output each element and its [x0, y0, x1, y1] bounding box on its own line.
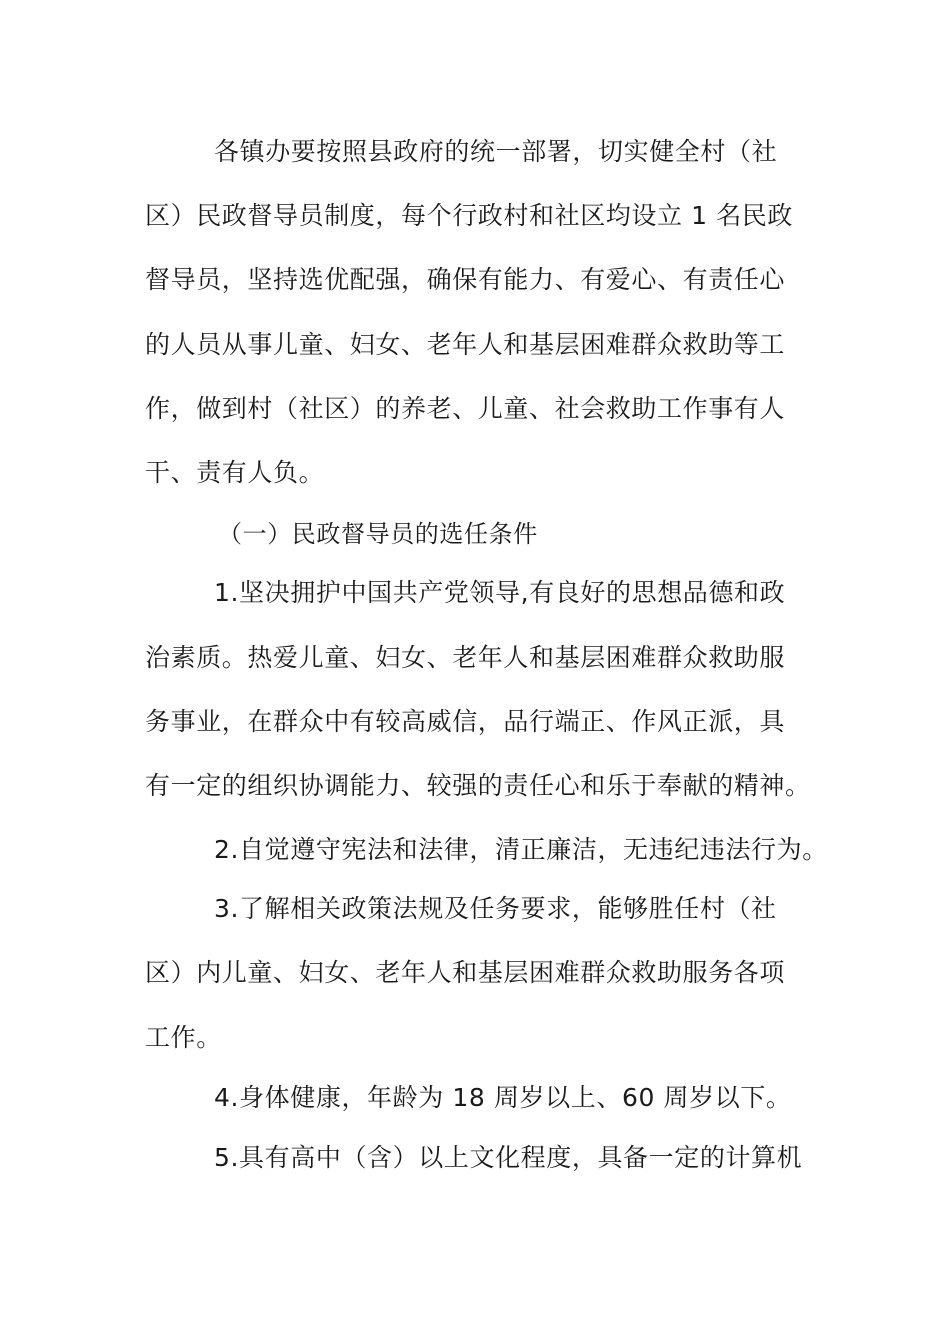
- text-line: 各镇办要按照县政府的统一部署，切实健全村（社: [214, 137, 778, 166]
- text-line: 3.了解相关政策法规及任务要求，能够胜任村（社: [214, 894, 777, 923]
- text-line: 有一定的组织协调能力、较强的责任心和乐于奉献的精神。: [145, 771, 811, 800]
- section-heading: （一）民政督导员的选任条件: [218, 520, 538, 548]
- text-line: 干、责有人负。: [145, 458, 325, 487]
- text-line: 督导员，坚持选优配强，确保有能力、有爱心、有责任心: [145, 265, 786, 294]
- text-line: 1.坚决拥护中国共产党领导,有良好的思想品德和政: [214, 578, 786, 607]
- text-line: 治素质。热爱儿童、妇女、老年人和基层困难群众救助服: [145, 643, 786, 672]
- text-line: 的人员从事儿童、妇女、老年人和基层困难群众救助等工: [145, 330, 786, 359]
- text-line: 作，做到村（社区）的养老、儿童、社会救助工作事有人: [145, 394, 786, 423]
- text-line: 区）民政督导员制度，每个行政村和社区均设立 1 名民政: [145, 201, 794, 230]
- text-line: 5.具有高中（含）以上文化程度，具备一定的计算机: [214, 1143, 803, 1172]
- text-line: 4.身体健康，年龄为 18 周岁以上、60 周岁以下。: [214, 1083, 792, 1112]
- text-line: 2.自觉遵守宪法和法律，清正廉洁，无违纪违法行为。: [214, 835, 828, 864]
- text-line: 工作。: [145, 1023, 222, 1052]
- text-line: 务事业，在群众中有较高威信，品行端正、作风正派，具: [145, 707, 786, 736]
- text-line: 区）内儿童、妇女、老年人和基层困难群众救助服务各项: [145, 958, 786, 987]
